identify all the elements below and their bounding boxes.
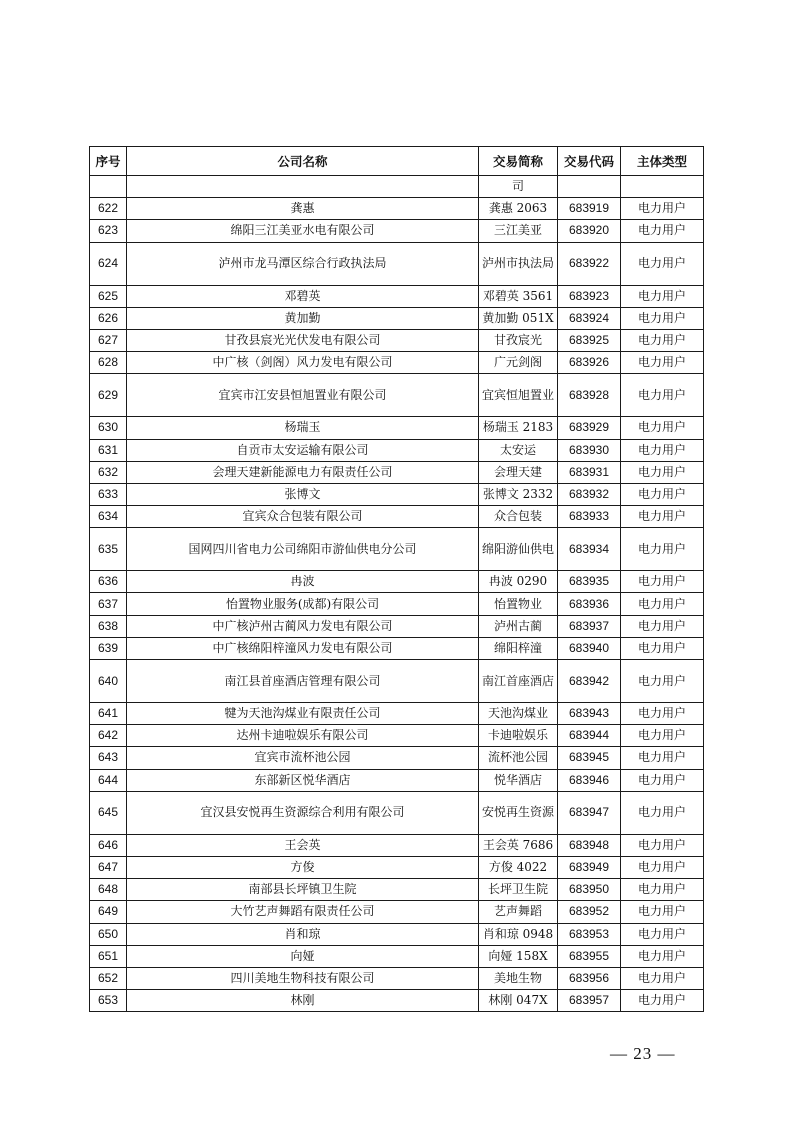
cell-trade-abbr: 绵阳游仙供电 [479, 528, 558, 571]
cell-trade-code: 683923 [558, 285, 621, 307]
cell-trade-abbr: 天池沟煤业 [479, 703, 558, 725]
cell-trade-code: 683957 [558, 990, 621, 1012]
cell-entity-type: 电力用户 [621, 725, 704, 747]
cell-trade-abbr: 绵阳梓潼 [479, 637, 558, 659]
cell-serial: 622 [90, 198, 127, 220]
table-row [90, 506, 704, 528]
cell-trade-abbr: 怡置物业 [479, 593, 558, 615]
table-row [90, 901, 704, 923]
cell-trade-code: 683929 [558, 417, 621, 439]
cell-entity-type: 电力用户 [621, 307, 704, 329]
cell-entity-type: 电力用户 [621, 506, 704, 528]
cell-serial: 634 [90, 506, 127, 528]
cell-trade-code: 683946 [558, 769, 621, 791]
header-company-name: 公司名称 [127, 147, 479, 176]
cell-trade-abbr: 太安运 [479, 439, 558, 461]
cell-entity-type: 电力用户 [621, 990, 704, 1012]
cell-entity-type: 电力用户 [621, 528, 704, 571]
cell-company-name: 肖和琼 [127, 923, 479, 945]
cell-trade-abbr: 卡迪啦娱乐 [479, 725, 558, 747]
cell-serial: 646 [90, 834, 127, 856]
cell-company-name: 宜汉县安悦再生资源综合利用有限公司 [127, 791, 479, 834]
cell-company-name: 向娅 [127, 945, 479, 967]
table-row [90, 374, 704, 417]
table-row [90, 220, 704, 242]
cell-trade-code: 683926 [558, 352, 621, 374]
cell-trade-code: 683924 [558, 307, 621, 329]
cell-trade-code: 683928 [558, 374, 621, 417]
cell-company-name: 林刚 [127, 990, 479, 1012]
cell-serial: 650 [90, 923, 127, 945]
cell-serial: 636 [90, 571, 127, 593]
cell-serial: 625 [90, 285, 127, 307]
table-row [90, 725, 704, 747]
cell-trade-code: 683950 [558, 879, 621, 901]
table-row [90, 945, 704, 967]
cell-entity-type: 电力用户 [621, 352, 704, 374]
cell-serial: 628 [90, 352, 127, 374]
cell-company-name: 中广核绵阳梓潼风力发电有限公司 [127, 637, 479, 659]
table-row [90, 879, 704, 901]
table-row [90, 637, 704, 659]
cell-trade-code: 683920 [558, 220, 621, 242]
cell-serial: 641 [90, 703, 127, 725]
cell-company-name: 龚惠 [127, 198, 479, 220]
cell-entity-type: 电力用户 [621, 483, 704, 505]
continuation-row [90, 176, 704, 198]
cell-entity-type: 电力用户 [621, 220, 704, 242]
table-row [90, 967, 704, 989]
cell-company-name: 中广核泸州古蔺风力发电有限公司 [127, 615, 479, 637]
cell-entity-type: 电力用户 [621, 703, 704, 725]
cell-serial: 645 [90, 791, 127, 834]
cell-trade-abbr: 广元剑阁 [479, 352, 558, 374]
cell-serial: 637 [90, 593, 127, 615]
table-row [90, 923, 704, 945]
cell-trade-abbr: 肖和琼 0948 [479, 923, 558, 945]
cell-entity-type: 电力用户 [621, 198, 704, 220]
cell-trade-code: 683936 [558, 593, 621, 615]
cell-entity-type [621, 176, 704, 198]
table-row [90, 528, 704, 571]
cell-entity-type: 电力用户 [621, 834, 704, 856]
table-row [90, 856, 704, 878]
cell-serial: 632 [90, 461, 127, 483]
cell-company-name: 张博文 [127, 483, 479, 505]
cell-serial: 647 [90, 856, 127, 878]
cell-trade-abbr: 泸州市执法局 [479, 242, 558, 285]
cell-trade-code: 683952 [558, 901, 621, 923]
cell-company-name: 南部县长坪镇卫生院 [127, 879, 479, 901]
cell-trade-abbr: 南江首座酒店 [479, 660, 558, 703]
cell-company-name: 南江县首座酒店管理有限公司 [127, 660, 479, 703]
cell-entity-type: 电力用户 [621, 374, 704, 417]
header-trade-code: 交易代码 [558, 147, 621, 176]
cell-serial: 649 [90, 901, 127, 923]
cell-trade-code: 683931 [558, 461, 621, 483]
cell-serial: 633 [90, 483, 127, 505]
cell-company-name: 黄加勤 [127, 307, 479, 329]
cell-serial: 623 [90, 220, 127, 242]
cell-trade-abbr: 美地生物 [479, 967, 558, 989]
table-row [90, 615, 704, 637]
cell-trade-abbr: 向娅 158X [479, 945, 558, 967]
cell-entity-type: 电力用户 [621, 901, 704, 923]
cell-company-name: 会理天建新能源电力有限责任公司 [127, 461, 479, 483]
table-row [90, 769, 704, 791]
cell-entity-type: 电力用户 [621, 615, 704, 637]
cell-trade-code: 683953 [558, 923, 621, 945]
table-row [90, 791, 704, 834]
cell-trade-code: 683930 [558, 439, 621, 461]
cell-serial: 652 [90, 967, 127, 989]
table-row [90, 352, 704, 374]
cell-trade-code: 683935 [558, 571, 621, 593]
cell-trade-abbr: 张博文 2332 [479, 483, 558, 505]
cell-entity-type: 电力用户 [621, 637, 704, 659]
cell-trade-abbr: 王会英 7686 [479, 834, 558, 856]
cell-company-name: 四川美地生物科技有限公司 [127, 967, 479, 989]
table-row [90, 571, 704, 593]
table-row [90, 660, 704, 703]
cell-trade-abbr: 方俊 4022 [479, 856, 558, 878]
table-row [90, 307, 704, 329]
table-row [90, 439, 704, 461]
cell-company-name: 宜宾众合包装有限公司 [127, 506, 479, 528]
cell-serial: 629 [90, 374, 127, 417]
cell-company-name: 自贡市太安运输有限公司 [127, 439, 479, 461]
cell-company-name: 泸州市龙马潭区综合行政执法局 [127, 242, 479, 285]
cell-entity-type: 电力用户 [621, 856, 704, 878]
cell-company-name: 邓碧英 [127, 285, 479, 307]
cell-trade-code: 683945 [558, 747, 621, 769]
cell-entity-type: 电力用户 [621, 791, 704, 834]
cell-trade-abbr: 龚惠 2063 [479, 198, 558, 220]
cell-trade-abbr: 宜宾恒旭置业 [479, 374, 558, 417]
table-row [90, 461, 704, 483]
cell-serial: 631 [90, 439, 127, 461]
table-row [90, 329, 704, 351]
cell-trade-code: 683942 [558, 660, 621, 703]
cell-serial: 643 [90, 747, 127, 769]
cell-company-name: 宜宾市流杯池公园 [127, 747, 479, 769]
cell-entity-type: 电力用户 [621, 571, 704, 593]
cell-serial: 640 [90, 660, 127, 703]
cell-company-name: 绵阳三江美亚水电有限公司 [127, 220, 479, 242]
header-entity-type: 主体类型 [621, 147, 704, 176]
cell-serial: 626 [90, 307, 127, 329]
table-row [90, 747, 704, 769]
header-trade-abbr: 交易简称 [479, 147, 558, 176]
table-row [90, 834, 704, 856]
cell-company-name: 国网四川省电力公司绵阳市游仙供电分公司 [127, 528, 479, 571]
cell-trade-abbr: 会理天建 [479, 461, 558, 483]
cell-company-name: 冉波 [127, 571, 479, 593]
cell-trade-abbr: 邓碧英 3561 [479, 285, 558, 307]
table-row [90, 703, 704, 725]
cell-serial: 648 [90, 879, 127, 901]
cell-company-name: 方俊 [127, 856, 479, 878]
cell-trade-abbr: 安悦再生资源 [479, 791, 558, 834]
table-row [90, 242, 704, 285]
table-body [90, 176, 704, 1012]
cell-trade-code: 683949 [558, 856, 621, 878]
cell-company-name: 犍为天池沟煤业有限责任公司 [127, 703, 479, 725]
table-row [90, 198, 704, 220]
cell-trade-code: 683932 [558, 483, 621, 505]
cell-company-name [127, 176, 479, 198]
cell-entity-type: 电力用户 [621, 879, 704, 901]
cell-entity-type: 电力用户 [621, 660, 704, 703]
cell-trade-code: 683925 [558, 329, 621, 351]
cell-trade-abbr: 长坪卫生院 [479, 879, 558, 901]
cell-trade-code: 683955 [558, 945, 621, 967]
cell-entity-type: 电力用户 [621, 945, 704, 967]
cell-serial: 630 [90, 417, 127, 439]
cell-entity-type: 电力用户 [621, 439, 704, 461]
cell-trade-abbr: 黄加勤 051X [479, 307, 558, 329]
cell-trade-abbr: 悦华酒店 [479, 769, 558, 791]
cell-serial: 635 [90, 528, 127, 571]
cell-entity-type: 电力用户 [621, 242, 704, 285]
cell-trade-code: 683933 [558, 506, 621, 528]
cell-trade-code: 683919 [558, 198, 621, 220]
cell-entity-type: 电力用户 [621, 967, 704, 989]
cell-trade-code [558, 176, 621, 198]
cell-entity-type: 电力用户 [621, 769, 704, 791]
cell-entity-type: 电力用户 [621, 461, 704, 483]
header-serial: 序号 [90, 147, 127, 176]
cell-serial: 638 [90, 615, 127, 637]
cell-serial: 642 [90, 725, 127, 747]
cell-trade-code: 683940 [558, 637, 621, 659]
table-row [90, 483, 704, 505]
cell-company-name: 大竹艺声舞蹈有限责任公司 [127, 901, 479, 923]
cell-trade-code: 683937 [558, 615, 621, 637]
cell-company-name: 宜宾市江安县恒旭置业有限公司 [127, 374, 479, 417]
cell-company-name: 怡置物业服务(成都)有限公司 [127, 593, 479, 615]
cell-serial: 653 [90, 990, 127, 1012]
cell-serial: 639 [90, 637, 127, 659]
cell-company-name: 达州卡迪啦娱乐有限公司 [127, 725, 479, 747]
cell-trade-abbr: 泸州古蔺 [479, 615, 558, 637]
page-number: — 23 — [610, 1044, 676, 1063]
cell-serial: 624 [90, 242, 127, 285]
cell-serial: 651 [90, 945, 127, 967]
cell-trade-code: 683956 [558, 967, 621, 989]
cell-entity-type: 电力用户 [621, 747, 704, 769]
table-row [90, 285, 704, 307]
cell-entity-type: 电力用户 [621, 285, 704, 307]
cell-company-name: 东部新区悦华酒店 [127, 769, 479, 791]
cell-serial: 627 [90, 329, 127, 351]
cell-trade-abbr: 司 [479, 176, 558, 198]
table-header [90, 147, 704, 176]
cell-entity-type: 电力用户 [621, 923, 704, 945]
cell-trade-code: 683947 [558, 791, 621, 834]
cell-trade-code: 683934 [558, 528, 621, 571]
cell-trade-abbr: 艺声舞蹈 [479, 901, 558, 923]
cell-trade-code: 683922 [558, 242, 621, 285]
cell-entity-type: 电力用户 [621, 593, 704, 615]
table-row [90, 593, 704, 615]
cell-trade-code: 683944 [558, 725, 621, 747]
cell-trade-abbr: 林刚 047X [479, 990, 558, 1012]
cell-entity-type: 电力用户 [621, 329, 704, 351]
cell-company-name: 中广核（剑阁）风力发电有限公司 [127, 352, 479, 374]
cell-trade-abbr: 甘孜宸光 [479, 329, 558, 351]
table-row [90, 417, 704, 439]
cell-trade-abbr: 三江美亚 [479, 220, 558, 242]
cell-trade-abbr: 杨瑞玉 2183 [479, 417, 558, 439]
header-row [90, 147, 704, 176]
cell-entity-type: 电力用户 [621, 417, 704, 439]
cell-company-name: 王会英 [127, 834, 479, 856]
cell-trade-abbr: 冉波 0290 [479, 571, 558, 593]
company-table [89, 146, 704, 1012]
cell-trade-abbr: 流杯池公园 [479, 747, 558, 769]
table-row [90, 990, 704, 1012]
cell-serial [90, 176, 127, 198]
cell-company-name: 甘孜县宸光光伏发电有限公司 [127, 329, 479, 351]
cell-company-name: 杨瑞玉 [127, 417, 479, 439]
cell-trade-code: 683943 [558, 703, 621, 725]
cell-trade-code: 683948 [558, 834, 621, 856]
cell-serial: 644 [90, 769, 127, 791]
cell-trade-abbr: 众合包装 [479, 506, 558, 528]
